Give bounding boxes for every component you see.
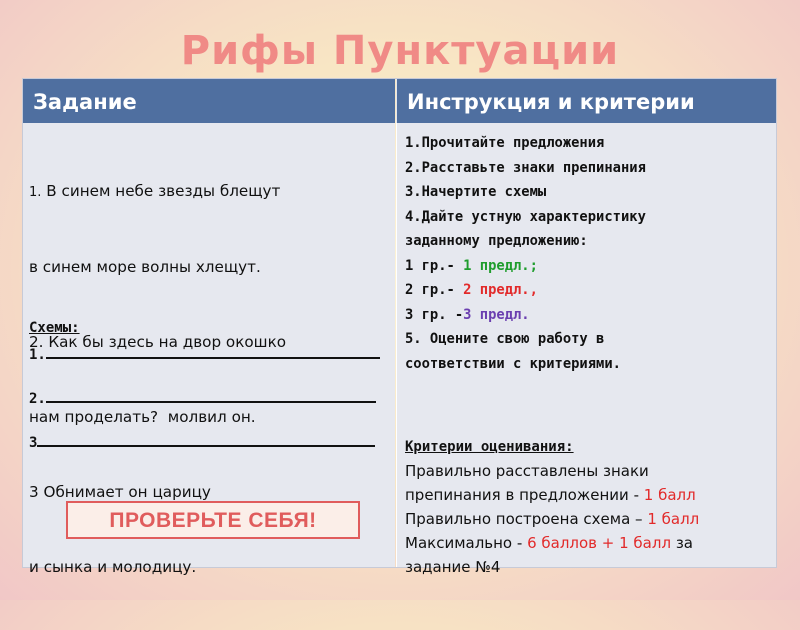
schemes-label: Схемы: [29,320,80,336]
scheme-2-number: 2. [29,391,46,407]
criterion-3-tail: за [671,534,693,552]
scheme-line-2[interactable] [29,389,376,407]
scheme-3-blank [37,433,375,447]
scheme-3-number: 3 [29,435,38,451]
criteria-heading: Критерии оценивания: [405,439,574,455]
instruction-4b: заданному предложению: [405,233,588,249]
instruction-3: 3.Начертите схемы [405,184,547,200]
group-3-value: 3 предл. [463,306,530,323]
instruction-4a: 4.Дайте устную характеристику [405,208,646,225]
poem-line-5: 3 Обнимает он царицу [29,483,211,501]
criterion-3-text: Максимально - [405,534,528,552]
instruction-2: 2.Расставьте знаки препинания [405,159,646,176]
criterion-3 [405,531,772,555]
slide-title: Рифы Пунктуации [180,28,620,74]
criterion-1-score: 1 балл [643,486,696,504]
instructions-list [405,131,772,376]
group-2-label: 2 гр.- [405,282,464,298]
scheme-2-blank [46,389,376,403]
instruction-1: 1.Прочитайте предложения [405,135,605,151]
poem-line-3: 2. Как бы здесь на двор окошко [29,333,287,351]
criterion-2-text: Правильно построена схема – [405,510,648,528]
poem-line-6: и сынка и молодицу. [29,558,197,576]
poem-line-1 [29,179,286,205]
instruction-5b: соответствии с критериями. [405,355,621,372]
poem-line-1-number: 1. [29,185,42,200]
group-1-value: 1 предл.; [463,257,538,274]
instruction-5a: 5. Оцените свою работу в [405,331,605,347]
poem-line-4: нам проделать? молвил он. [29,408,256,426]
scheme-1-blank [46,345,380,359]
scheme-line-3[interactable] [29,433,375,451]
criterion-1b [405,483,772,507]
group-2 [405,278,772,303]
header-task: Задание [23,79,395,123]
criterion-3-score: 6 баллов + 1 балл [527,534,672,552]
task-table [22,78,777,576]
criterion-4: задание №4 [405,558,501,576]
criterion-1b-text: препинания в предложении - [405,486,644,504]
criterion-2-score: 1 балл [647,510,700,528]
group-3 [405,303,772,328]
scheme-line-1[interactable] [29,345,380,363]
criterion-2 [405,507,772,531]
poem-line-1-text: В синем небе звезды блещут [41,182,281,200]
criteria-block [405,435,772,579]
group-1-label: 1 гр.- [405,257,464,274]
header-instructions: Инструкция и критерии [396,79,776,123]
scheme-1-number: 1. [29,347,46,363]
instructions-cell [396,123,776,576]
poem-line-2: в синем море волны хлещут. [29,258,261,276]
check-yourself-button[interactable]: ПРОВЕРЬТЕ СЕБЯ! [66,501,360,539]
poem-text [29,129,286,630]
criterion-1a: Правильно расставлены знаки [405,462,649,480]
group-3-label: 3 гр. - [405,306,464,323]
group-2-value: 2 предл., [463,282,538,298]
group-1 [405,254,772,279]
